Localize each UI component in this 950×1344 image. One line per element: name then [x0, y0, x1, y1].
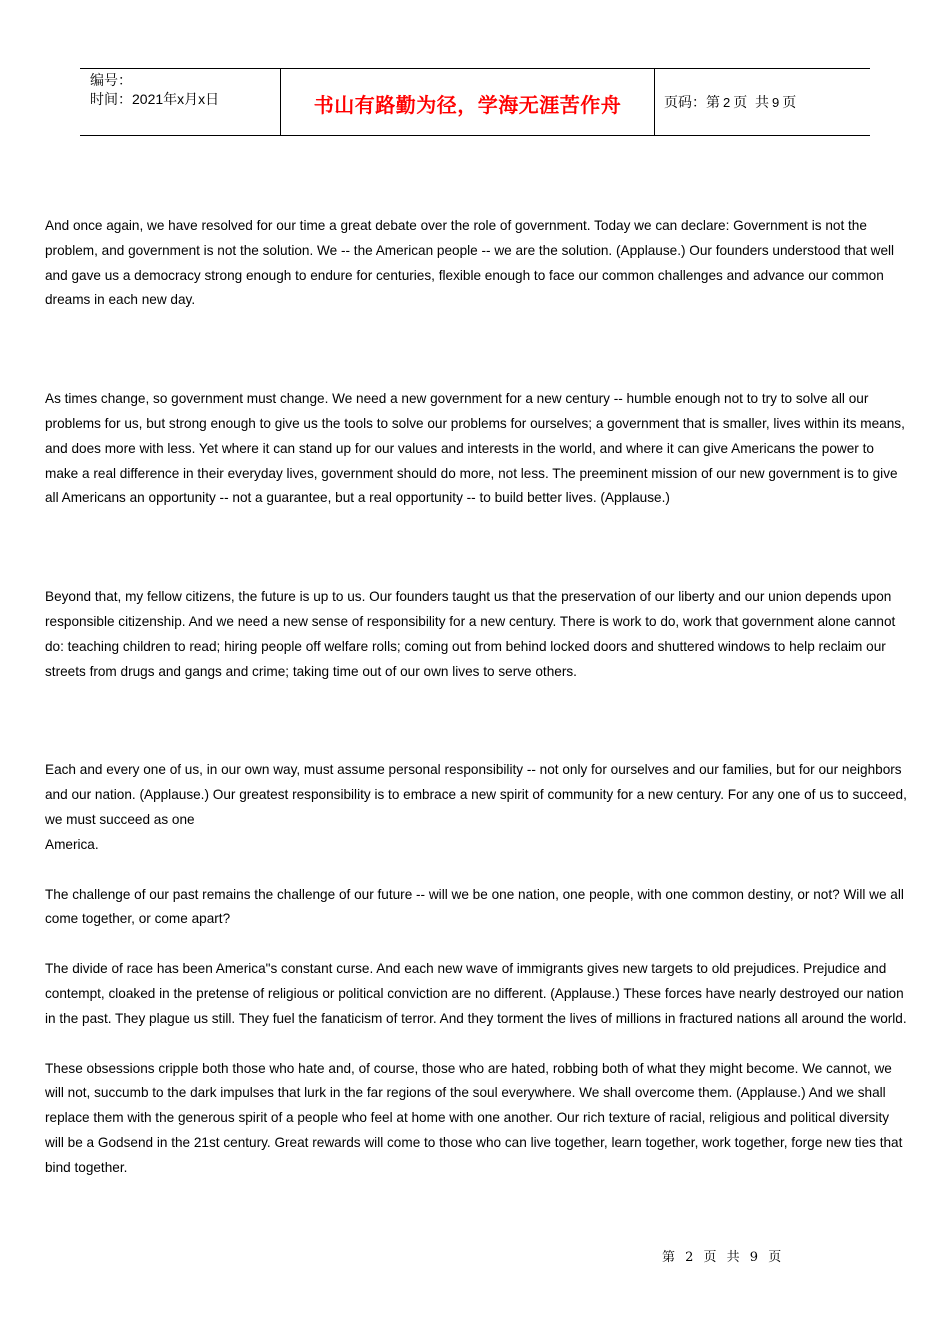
page-suffix: 页 — [782, 94, 797, 110]
paragraph: And once again, we have resolved for our time a great debate over the role of government. Today we can declare: Government is not the problem, and government is not the solution. We -- the American people -- we are the solution. (Applause.) Our founders understood that well and gave us a democracy strong enough to endure for centuries, flexible enough to face our common challenges and advance our common dreams in each new day. — [45, 218, 895, 308]
header-meta-cell — [80, 69, 281, 135]
page-prefix: 页码：第 — [664, 94, 720, 110]
total-pages-number: 9 — [772, 94, 780, 110]
paragraph: These obsessions cripple both those who hate and, of course, those who are hated, robbing both of what they might become. We cannot, we will not, succumb to the dark impulses that lurk in the far regions of the soul everywhere. We shall overcome them. (Applause.) And we shall replace them with the generous spirit of a people who feel at home with one another. Our rich texture of racial, religious and political diversity will be a Godsend in the 21st century. Great rewards will come to those who can live together, learn together, work together, forge new ties that bind together. — [45, 1060, 903, 1175]
page-footer: 第 2 页 共 9 页 — [662, 1250, 783, 1265]
current-page-number: 2 — [723, 94, 731, 110]
paragraph: Beyond that, my fellow citizens, the future is up to us. Our founders taught us that the preservation of our liberty and our union depends upon responsible citizenship. And we need a new sense of responsibility for a new century. There is work to do, work that government alone cannot do: teaching children to read; hiring people off welfare rolls; coming out from behind locked doors and shuttered windows to help reclaim our streets from drugs and gangs and crime; taking time out of our own lives to serve others. — [45, 589, 896, 679]
paragraph: As times change, so government must change. We need a new government for a new century -- humble enough not to try to solve all our problems for us, but strong enough to give us the tools to solve our problems for ourselves; a government that is smaller, lives within its means, and does more with less. Yet where it can stand up for our values and interests in the world, and where it can give Americans the power to make a real difference in their everyday lives, government should do more, not less. The preeminent mission of our new government is to give all Americans an opportunity -- not a guarantee, but a real opportunity -- to build better lives. (Applause.) — [45, 391, 905, 506]
paragraph: America. — [45, 836, 99, 852]
header-page-cell — [655, 69, 870, 135]
document-body — [45, 214, 907, 1181]
paragraph: The divide of race has been America"s constant curse. And each new wave of immigrants gives new targets to old prejudices. Prejudice and contempt, cloaked in the pretense of religious or political conviction are no different. (Applause.) These forces have nearly destroyed our nation in the past. They plague us still. They fuel the fanaticism of terror. And they torment the lives of millions in fractured nations all around the world. — [45, 961, 907, 1026]
header-motto-cell — [281, 69, 655, 135]
motto-text: 书山有路勤为径，学海无涯苦作舟 — [313, 93, 622, 117]
page-middle: 页 共 — [733, 94, 770, 110]
document-header — [80, 68, 870, 136]
paragraph: The challenge of our past remains the challenge of our future -- will we be one nation, one people, with one common destiny, or not? Will we all come together, or come apart? — [45, 886, 904, 927]
number-label: 编号： — [90, 72, 132, 88]
paragraph: Each and every one of us, in our own way, must assume personal responsibility -- not only for ourselves and our families, but for our neighbors and our nation. (Applause.) Our greatest responsibility is to embrace a new spirit of community for a new century. For any one of us to succeed, we must succeed as one — [45, 762, 907, 827]
time-label: 时间：2021年x月x日 — [90, 91, 220, 107]
